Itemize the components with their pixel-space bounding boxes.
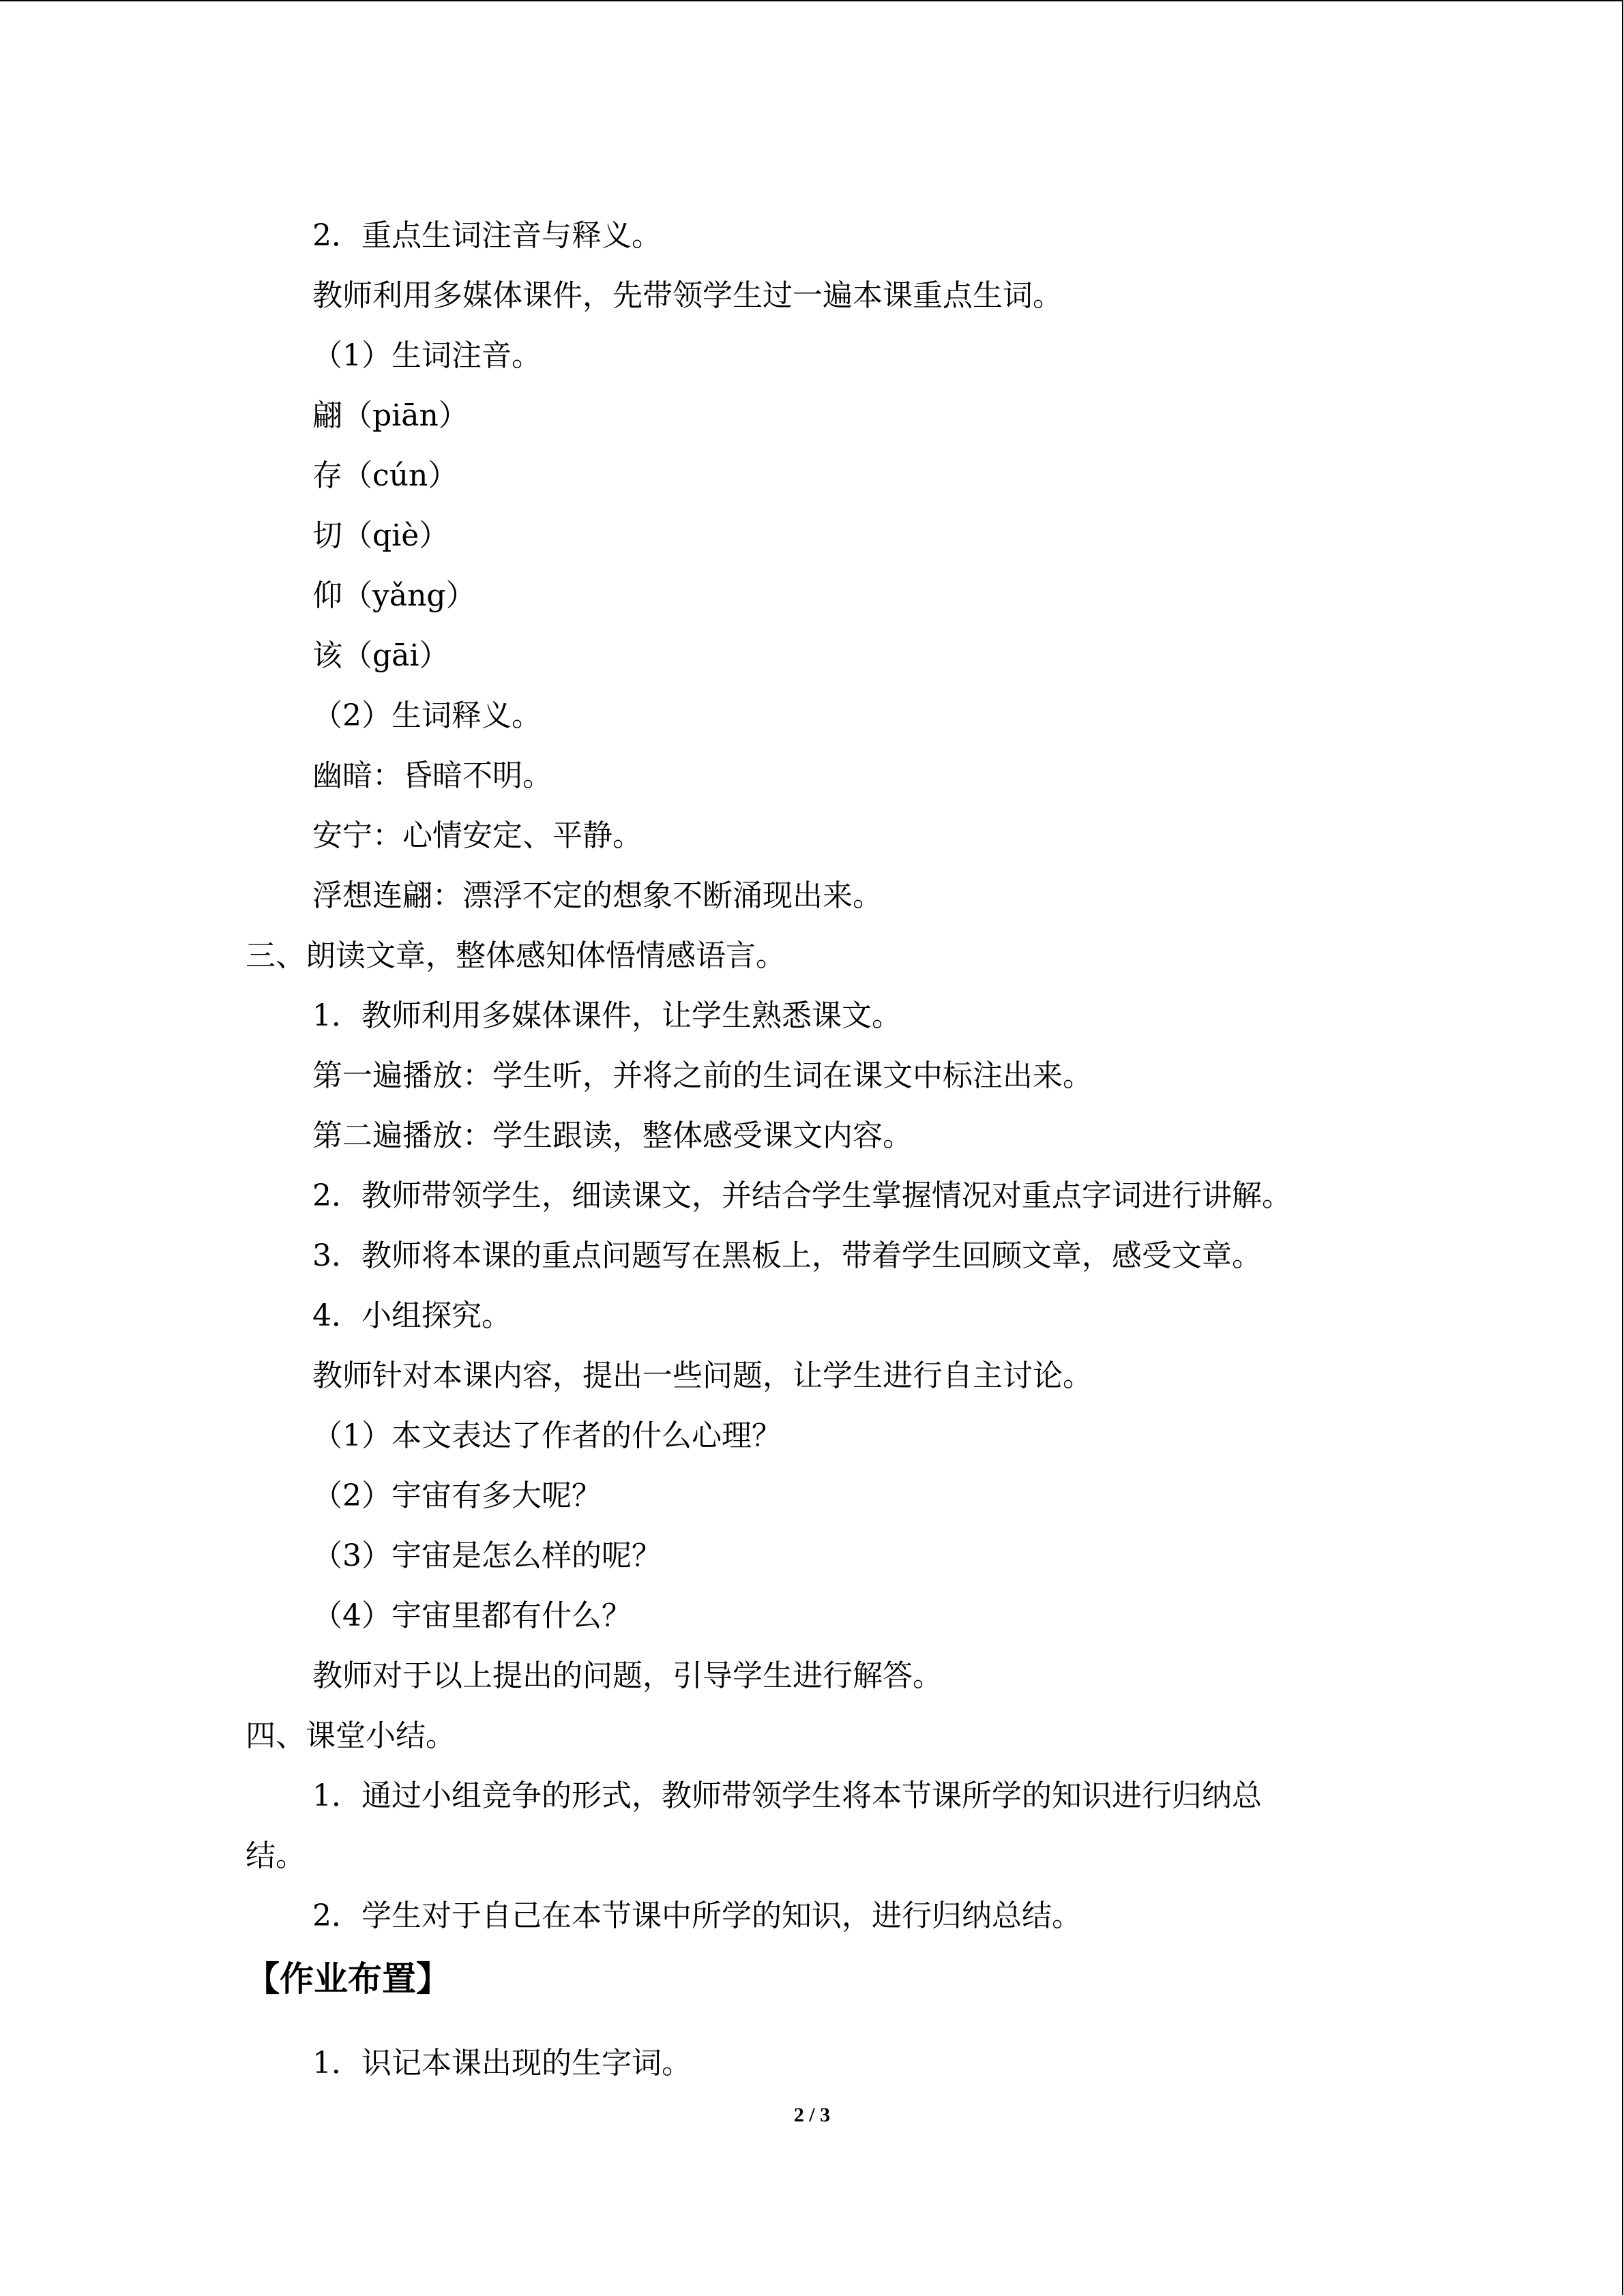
- item-group-competition-cont: 结。: [246, 1838, 306, 1873]
- item-group-inquiry: 4．小组探究。: [312, 1298, 512, 1333]
- definition-fuxiang: 浮想连翩：漂浮不定的想象不断涌现出来。: [312, 878, 883, 913]
- vocab-gai: 该（gāi）: [312, 638, 449, 673]
- subitem-pronunciation: （1）生词注音。: [312, 338, 542, 373]
- paragraph-discussion: 教师针对本课内容，提出一些问题，让学生进行自主讨论。: [312, 1358, 1093, 1393]
- item-key-questions: 3．教师将本课的重点问题写在黑板上，带着学生回顾文章，感受文章。: [312, 1238, 1262, 1273]
- subitem-meaning: （2）生词释义。: [312, 698, 542, 733]
- section-heading-homework: 【作业布置】: [246, 1959, 450, 1999]
- vocab-yang: 仰（yǎng）: [312, 578, 476, 613]
- section-heading-summary: 四、课堂小结。: [246, 1718, 456, 1753]
- paragraph-teacher-vocab: 教师利用多媒体课件，先带领学生过一遍本课重点生词。: [312, 278, 1063, 313]
- paragraph-first-play: 第一遍播放：学生听，并将之前的生词在课文中标注出来。: [312, 1058, 1093, 1093]
- question-2: （2）宇宙有多大呢？: [312, 1478, 602, 1513]
- item-close-reading: 2．教师带领学生，细读课文，并结合学生掌握情况对重点字词进行讲解。: [312, 1178, 1292, 1213]
- definition-youan: 幽暗：昏暗不明。: [312, 758, 552, 793]
- vocab-cun: 存（cún）: [312, 458, 458, 493]
- vocab-qie: 切（qiè）: [312, 518, 449, 553]
- paragraph-second-play: 第二遍播放：学生跟读，整体感受课文内容。: [312, 1118, 913, 1153]
- item-self-summary: 2．学生对于自己在本节课中所学的知识，进行归纳总结。: [312, 1898, 1082, 1933]
- paragraph-guide-answers: 教师对于以上提出的问题，引导学生进行解答。: [312, 1658, 943, 1693]
- question-1: （1）本文表达了作者的什么心理？: [312, 1418, 782, 1453]
- question-3: （3）宇宙是怎么样的呢？: [312, 1538, 662, 1573]
- item-group-competition: 1．通过小组竞争的形式，教师带领学生将本节课所学的知识进行归纳总: [312, 1778, 1262, 1813]
- item-multimedia: 1．教师利用多媒体课件，让学生熟悉课文。: [312, 998, 902, 1033]
- page-number: 2 / 3: [793, 2104, 831, 2126]
- vocab-pian: 翩（piān）: [312, 398, 469, 433]
- item-key-vocab: 2．重点生词注音与释义。: [312, 218, 662, 253]
- question-4: （4）宇宙里都有什么？: [312, 1598, 632, 1633]
- section-heading-reading: 三、朗读文章，整体感知体悟情感语言。: [246, 938, 786, 973]
- homework-item-1: 1．识记本课出现的生字词。: [312, 2046, 692, 2081]
- definition-anning: 安宁：心情安定、平静。: [312, 818, 643, 853]
